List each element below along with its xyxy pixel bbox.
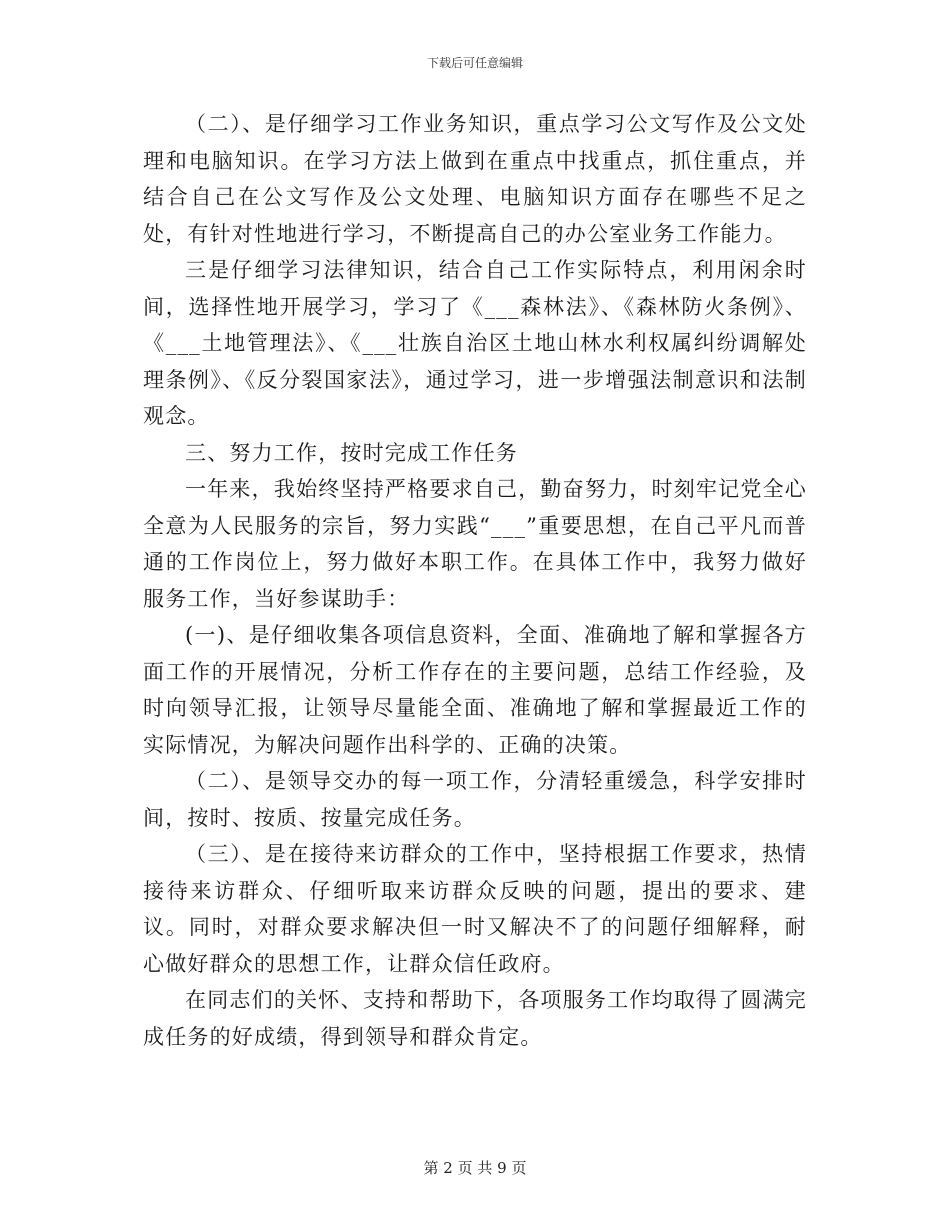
paragraph-receive-visitors: （三）、是在接待来访群众的工作中，坚持根据工作要求，热情接待来访群众、仔细听取来访群众反映的问题，提出的要求、建议。同时，对群众要求解决但一时又解决不了的问题仔细解释，耐心做好群众的思想工作，让群众信任政府。 (143, 842, 807, 976)
page-header: 下载后可任意编辑 (426, 56, 523, 70)
paragraph-leadership-tasks: （二）、是领导交办的每一项工作，分清轻重缓急，科学安排时间，按时、按质、按量完成任务。 (143, 769, 807, 830)
paragraph-collect-information: (一)、是仔细收集各项信息资料，全面、准确地了解和掌握各方面工作的开展情况，分析工作存在的主要问题，总结工作经验，及时向领导汇报，让领导尽量能全面、准确地了解和掌握最近工作的实际情况，为解决问题作出科学的、正确的决策。 (143, 623, 807, 757)
paragraph-conclusion: 在同志们的关怀、支持和帮助下，各项服务工作均取得了圆满完成任务的好成绩，得到领导和群众肯定。 (143, 988, 807, 1049)
paragraph-study-law-knowledge: 三是仔细学习法律知识，结合自己工作实际特点，利用闲余时间，选择性地开展学习，学习了《___森林法》、《森林防火条例》、《___土地管理法》、《___壮族自治区土地山林水利权属纠纷调解处理条例》、《反分裂国家法》，通过学习，进一步增强法制意识和法制观念。 (143, 258, 807, 428)
page-number-footer: 第 2 页 共 9 页 (423, 1159, 527, 1177)
paragraph-study-business-knowledge: （二）、是仔细学习工作业务知识，重点学习公文写作及公文处理和电脑知识。在学习方法上做到在重点中找重点，抓住重点，并结合自己在公文写作及公文处理、电脑知识方面存在哪些不足之处，有针对性地进行学习，不断提高自己的办公室业务工作能力。 (143, 112, 807, 246)
document-body (143, 106, 807, 1055)
paragraph-year-summary: 一年来，我始终坚持严格要求自己，勤奋努力，时刻牢记党全心全意为人民服务的宗旨，努力实践“___”重要思想，在自己平凡而普通的工作岗位上，努力做好本职工作。在具体工作中，我努力做好服务工作，当好参谋助手： (143, 477, 807, 611)
section-heading-work-hard: 三、努力工作，按时完成工作任务 (185, 440, 518, 465)
